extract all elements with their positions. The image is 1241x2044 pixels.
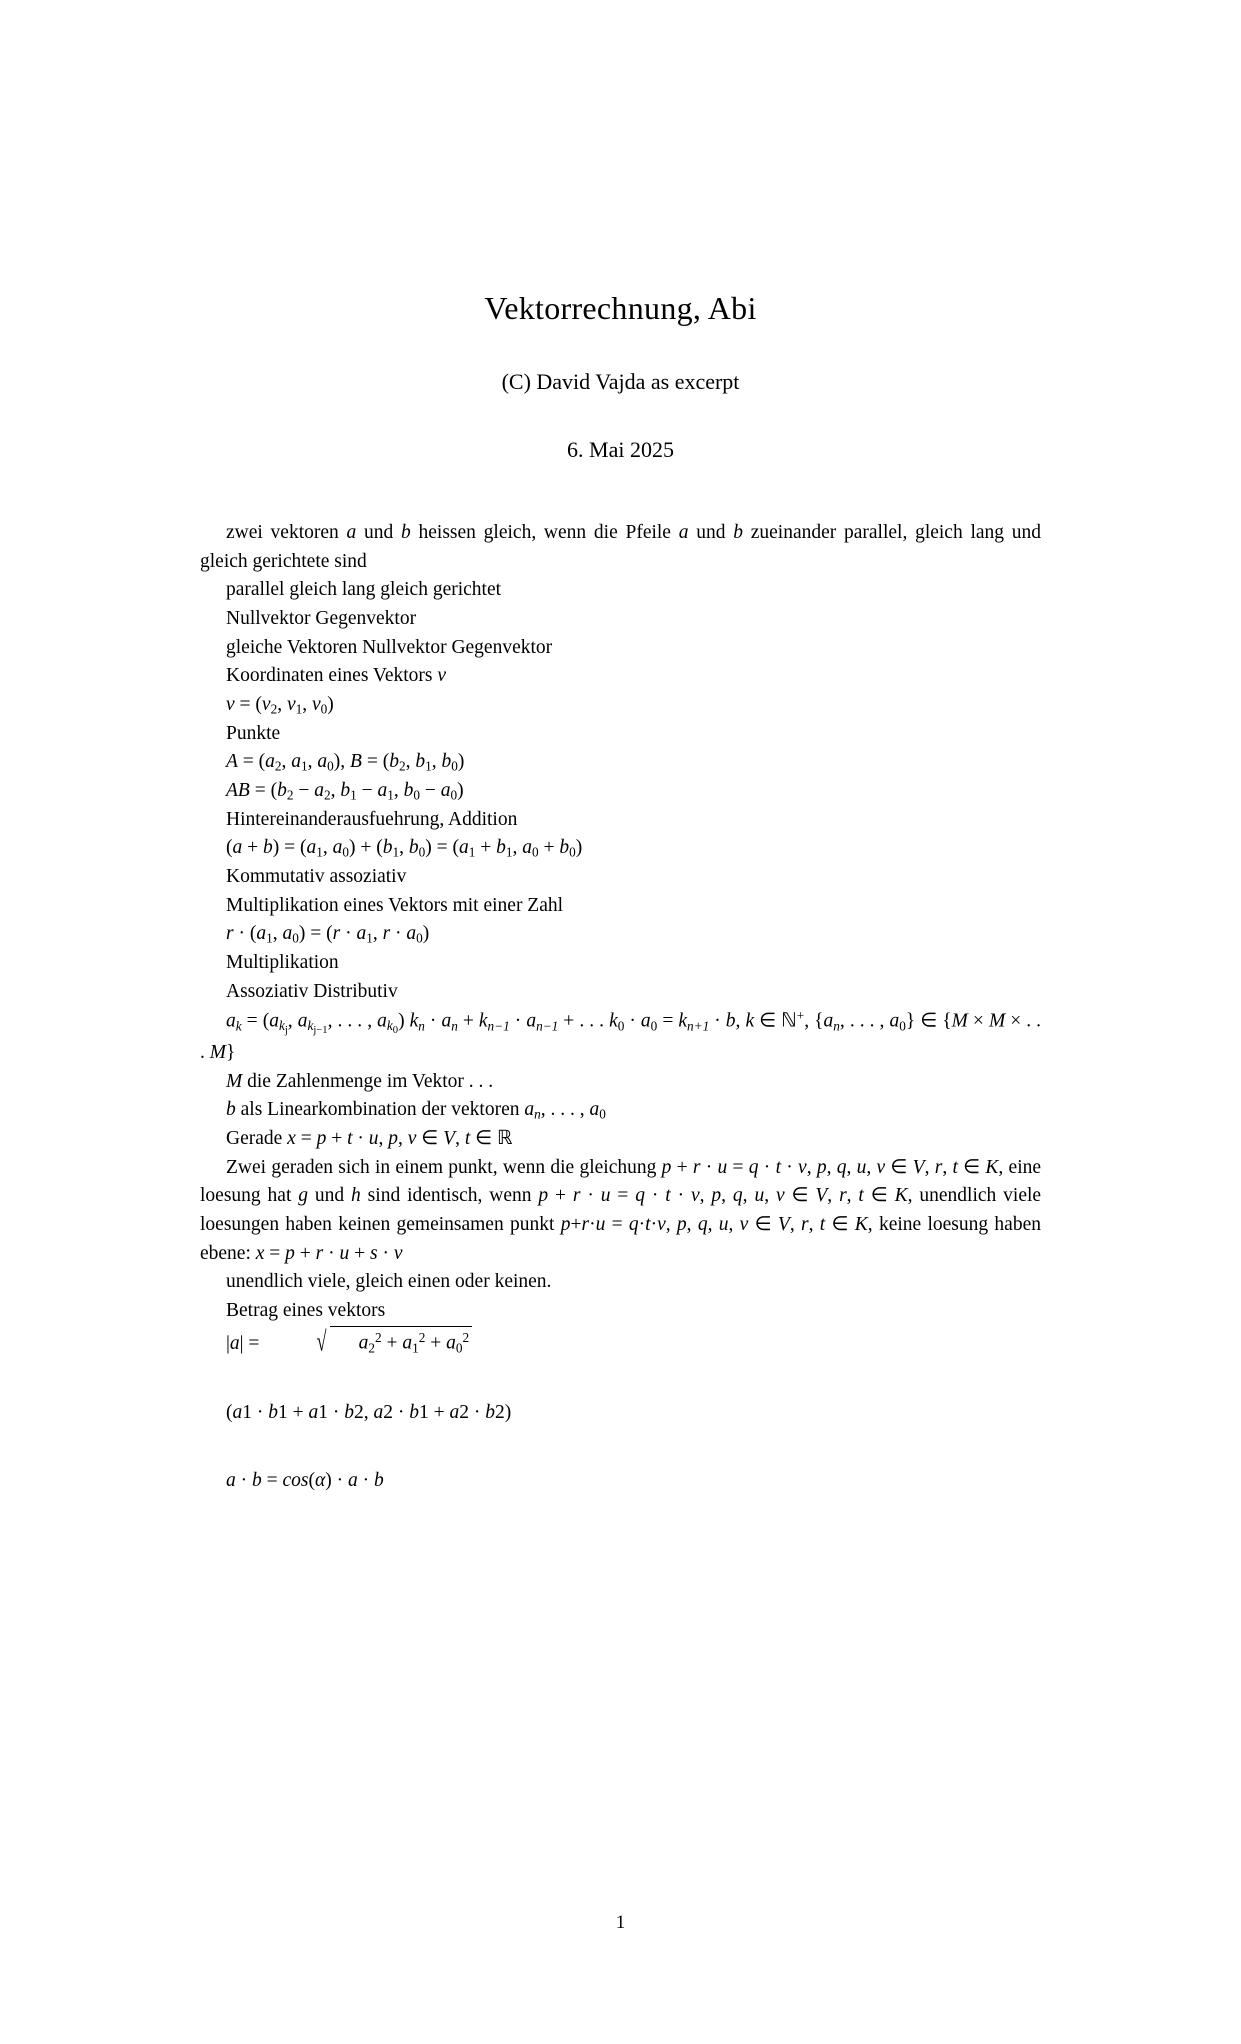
formula-gerade: Gerade x = p + t · u, p, v ∈ V, t ∈ ℝ	[226, 1128, 513, 1150]
formula-points-ab: $A = (a_2$, $a_1$, $a_0$), $B = (b_2$, $b_1$, $b_0$)	[226, 751, 465, 774]
formula-dot-product: a · b = cos(α) · a · b	[226, 1470, 384, 1492]
formula-linearkombination: $a_k = (a_{k_j}$, $a_{k_{j-1}}$, . . . , $a_{k_0}$) $k_n \cdot a_n + k_{n-1} \cdot a_{n-1}$ + . . . $k_0 \cdot a_0 = k_{n+1} \cdot b$, k ∈ ℕ+, {$a_n$, . . . , $a_0$} ∈ {M × M × . . . M}	[200, 1008, 1042, 1064]
formula-addition: $(a + b) = (a_1$, $a_0) + (b_1$, $b_0) = (a_1 + b_1$, $a_0 + b_0$)	[226, 837, 583, 860]
page-number: 1	[615, 1912, 626, 1933]
document-body	[200, 519, 1041, 1496]
line-parallel: parallel gleich lang gleich gerichtet	[226, 579, 502, 601]
paragraph-intro: zwei vektoren a und b heissen gleich, wenn die Pfeile a und b zueinander parallel, gleich lang und gleich gerichtete sind	[200, 522, 1042, 572]
spacer-1	[200, 1359, 1041, 1399]
page-title: Vektorrechnung, Abi	[484, 290, 757, 326]
formula-v-coords: $v = (v_2$, $v_1$, $v_0$)	[226, 693, 334, 717]
line-unendlich-viele: unendlich viele, gleich einen oder keinen.	[226, 1271, 552, 1293]
formula-scalar-mult: $r \cdot (a_1$, $a_0) = (r \cdot a_1$, $r \cdot a_0$)	[226, 923, 430, 946]
line-multiplikation: Multiplikation	[226, 951, 339, 973]
line-punkte: Punkte	[226, 722, 281, 744]
line-betrag: Betrag eines vektors	[226, 1299, 386, 1321]
line-kommutativ: Kommutativ assoziativ	[226, 865, 407, 887]
formula-betrag: |a| = √ $a_2^2 + a_1^2 + a_0^2$	[200, 1326, 1041, 1359]
line-multiplikation-zahl: Multiplikation eines Vektors mit einer Zahl	[226, 894, 564, 916]
author-line: (C) David Vajda as excerpt	[501, 369, 740, 394]
line-gleiche-vektoren: gleiche Vektoren Nullvektor Gegenvektor	[226, 636, 553, 658]
line-nullvektor: Nullvektor Gegenvektor	[226, 607, 417, 629]
line-zahlenmenge: M die Zahlenmenge im Vektor . . .	[226, 1070, 494, 1092]
line-koordinaten: Koordinaten eines Vektors v	[226, 665, 447, 687]
date-line: 6. Mai 2025	[567, 437, 674, 462]
formula-product-pairs: (a1 · b1 + a1 · b2, a2 · b1 + a2 · b2)	[226, 1401, 512, 1423]
formula-vector-ab: AB = ($b_2 - a_2$, $b_1 - a_1$, $b_0 - a_0$)	[226, 779, 464, 803]
document-page	[0, 290, 1241, 2044]
spacer-2	[200, 1427, 1041, 1467]
line-b-linearkombination: b als Linearkombination der vektoren $a_n$, . . . , $a_0$	[226, 1099, 606, 1123]
line-assoziativ-distributiv: Assoziativ Distributiv	[226, 980, 398, 1002]
paragraph-zwei-geraden: Zwei geraden sich in einem punkt, wenn die gleichung p + r · u = q · t · v, p, q, u, v ∈ V, r, t ∈ K, eine loesung hat g und h sind identisch, wenn p + r · u = q · t · v, p, q, u, v ∈ V, r, t ∈ K, unendlich viele loesungen haben keinen gemeinsamen punkt p+r·u = q·t·v, p, q, u, v ∈ V, r, t ∈ K, keine loesung haben ebene: x = p + r · u + s · v	[200, 1156, 1042, 1264]
line-hintereinander: Hintereinanderausfuehrung, Addition	[226, 808, 518, 830]
